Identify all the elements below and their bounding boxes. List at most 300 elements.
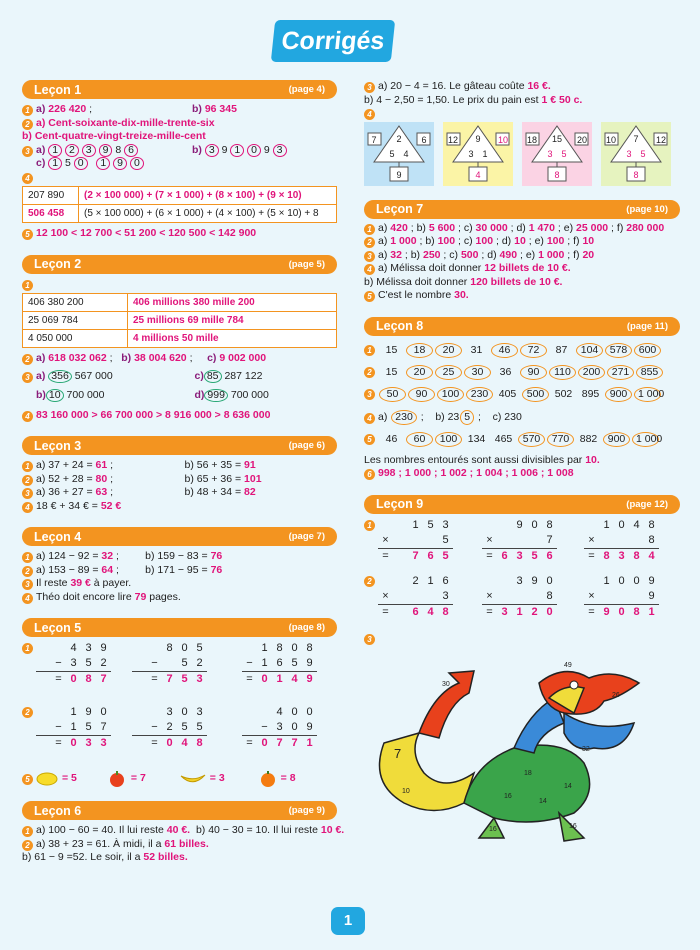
digit-cell	[393, 574, 408, 589]
multiplication-operation	[378, 574, 453, 619]
answer-label: b)	[425, 235, 438, 247]
digit-cell	[51, 705, 66, 720]
digit-cell: 7	[272, 735, 287, 750]
digit-cell: −	[55, 721, 62, 733]
digit-cell	[512, 589, 527, 604]
triangle-number: 9	[475, 133, 481, 144]
number-item: 30	[464, 365, 491, 380]
answer-row	[22, 171, 337, 185]
answer-row: 3 a) 20 − 4 = 16. Le gâteau coûte 16 €.	[364, 80, 680, 94]
separator: ;	[440, 248, 450, 261]
number-badge: 4	[22, 593, 33, 604]
digit-cell	[614, 533, 629, 548]
number-row	[364, 362, 680, 384]
digit-cell: =	[584, 604, 599, 619]
number-item: 46	[491, 343, 518, 358]
answer-row	[22, 278, 337, 292]
right-column	[364, 80, 680, 659]
digit-cell: 0	[546, 574, 553, 587]
number-item: 895	[581, 387, 600, 400]
digit-cell: 6	[423, 548, 438, 563]
answer-value: 10	[582, 235, 595, 247]
digit-cell: 8	[629, 548, 644, 563]
answer-row: 3 a) 36 + 27 = 63 ; b) 48 + 34 = 82	[22, 486, 337, 500]
digit-cell: 8	[546, 589, 553, 602]
digit-cell	[497, 589, 512, 604]
lesson-6-continued	[364, 80, 680, 186]
triangle-number: 4	[475, 169, 481, 180]
number-badge: 1	[22, 105, 33, 116]
digit-cell: 1	[603, 574, 610, 587]
answer-value: 30 000	[475, 221, 508, 234]
number-item: 104	[576, 343, 603, 358]
digit-cell	[36, 671, 51, 686]
digit-cell: 0	[66, 735, 81, 750]
digit-cell	[257, 705, 272, 720]
triangle-puzzle	[364, 122, 434, 186]
triangle-number: 4	[403, 148, 409, 159]
digit-cell: 8	[81, 671, 96, 686]
digit-cell: 3	[81, 735, 96, 750]
svg-text:18: 18	[524, 770, 532, 777]
digit-cell: 5	[291, 657, 298, 669]
number-item: 18	[406, 343, 433, 358]
digit-cell: 8	[192, 735, 207, 750]
digit-cell	[408, 589, 423, 604]
digit-cell: 5	[442, 533, 449, 546]
number-badge: 4	[364, 413, 375, 424]
answer-label: d)	[487, 248, 500, 261]
digit-cell	[584, 574, 599, 589]
separator: ;	[517, 248, 526, 261]
number-badge: 2	[22, 566, 33, 577]
answer-label: c)	[449, 248, 461, 261]
answer-row: 1 a) 124 − 92 = 32 ; b) 159 − 83 = 76	[22, 550, 337, 564]
digit-cell	[132, 735, 147, 750]
triangle-number: 10	[605, 134, 617, 145]
digit-cell: 8	[648, 518, 655, 531]
digit-cell: 5	[181, 721, 188, 733]
answer-row: 5 C'est le nombre 30.	[364, 289, 680, 303]
number-item: 578	[605, 343, 632, 358]
number-badge: 5	[22, 774, 33, 785]
answer-row: c) 1 5 0 1 9 0	[22, 157, 337, 171]
number-item: 465	[494, 432, 513, 445]
number-badge: 5	[22, 229, 33, 240]
digit-cell: 9	[648, 574, 655, 587]
number-badge: 2	[364, 237, 375, 248]
digit-cell: 0	[181, 642, 188, 654]
digit-cell: 4	[177, 735, 192, 750]
separator: ;	[608, 221, 617, 234]
separator: ;	[493, 235, 502, 247]
digit-cell: ×	[382, 589, 389, 602]
digit-cell: 9	[599, 604, 614, 619]
svg-text:16: 16	[504, 793, 512, 800]
orange-icon	[259, 771, 277, 787]
digit-cell	[497, 533, 512, 548]
number-item: 72	[520, 343, 547, 358]
number-badge: 3	[364, 82, 375, 93]
decomposition-table	[22, 186, 337, 223]
digit-cell	[36, 735, 51, 750]
number-item: 770	[547, 432, 574, 447]
number-item: 900	[605, 387, 632, 402]
digit-cell: 7	[96, 671, 111, 686]
apple-icon	[107, 771, 127, 787]
answer-row: 4 a) 230 ; b) 23 5 ; c) 230	[364, 410, 680, 425]
digit-cell: =	[147, 735, 162, 750]
number-badge: 2	[22, 119, 33, 130]
digit-cell	[162, 656, 177, 671]
lesson-3	[22, 436, 337, 513]
digit-cell	[242, 720, 257, 735]
separator: ;	[564, 235, 574, 247]
answer-row: 1 a) 226 420 ; b) 96 345	[22, 103, 337, 117]
number-badge: 1	[22, 643, 33, 654]
number-badge: 2	[22, 707, 33, 718]
triangle-puzzle	[601, 122, 671, 186]
number-item: 502	[554, 387, 573, 400]
digit-cell: ×	[486, 589, 493, 602]
digit-cell	[408, 533, 423, 548]
digit-cell: 3	[516, 574, 523, 587]
lesson-header: Leçon 7 (page 10)	[364, 200, 680, 219]
number-badge: 4	[364, 109, 375, 120]
digit-cell: 0	[257, 735, 272, 750]
digit-cell	[51, 641, 66, 656]
answer-value: 1 000	[538, 248, 565, 261]
digit-cell: 9	[100, 642, 107, 654]
left-column	[22, 80, 345, 879]
triangle-number: 8	[633, 169, 639, 180]
digit-cell: 5	[527, 548, 542, 563]
digit-cell: 3	[614, 548, 629, 563]
number-badge: 1	[22, 280, 33, 291]
digit-cell: 9	[531, 574, 538, 587]
digit-cell: 3	[442, 589, 449, 602]
page-number: 1	[331, 907, 365, 935]
digit-cell	[393, 604, 408, 619]
digit-cell: 9	[648, 589, 655, 602]
svg-text:32: 32	[582, 746, 590, 753]
digit-cell: 4	[644, 548, 659, 563]
digit-cell	[482, 574, 497, 589]
table-row: 4 050 000 4 millions 50 mille	[23, 330, 337, 348]
triangle-number: 10	[497, 134, 509, 145]
number-item: 90	[408, 387, 435, 402]
digit-cell: −	[151, 721, 158, 733]
number-badge: 1	[364, 224, 375, 235]
svg-text:49: 49	[564, 662, 572, 669]
answer-row	[364, 235, 680, 249]
digit-cell	[599, 533, 614, 548]
multiplication-operation	[482, 518, 557, 563]
table-row: 25 069 784 25 millions 69 mille 784	[23, 312, 337, 330]
digit-cell: 1	[603, 518, 610, 531]
digit-cell: 8	[599, 548, 614, 563]
number-badge: 3	[22, 146, 33, 157]
digit-cell	[132, 641, 147, 656]
answer-value: 100	[475, 235, 494, 247]
number-item: 25	[435, 365, 462, 380]
digit-cell: ×	[588, 589, 595, 602]
lesson-header: Leçon 5 (page 8)	[22, 618, 337, 637]
lesson-7	[364, 200, 680, 303]
answer-row: 5 12 100 < 12 700 < 51 200 < 120 500 < 142 900	[22, 227, 337, 241]
digit-cell: 1	[272, 671, 287, 686]
answer-value: 100	[546, 235, 565, 247]
triangle-puzzle	[443, 122, 513, 186]
digit-cell: 4	[287, 671, 302, 686]
digit-cell	[423, 589, 438, 604]
digit-cell: −	[261, 721, 268, 733]
number-item: 50	[379, 387, 406, 402]
digit-cell: 3	[442, 518, 449, 531]
digit-cell	[242, 705, 257, 720]
digit-cell	[629, 589, 644, 604]
answer-row	[364, 107, 680, 121]
digit-cell: 0	[531, 518, 538, 531]
answer-label: b)	[416, 221, 429, 234]
digit-cell: 1	[70, 721, 77, 733]
answer-value: 1 470	[528, 221, 555, 234]
number-badge: 5	[364, 434, 375, 445]
digit-cell: 7	[287, 735, 302, 750]
separator: ;	[407, 221, 417, 234]
answer-row: 6 998 ; 1 000 ; 1 002 ; 1 004 ; 1 006 ; 1 008	[364, 467, 680, 481]
digit-cell	[378, 518, 393, 533]
number-badge: 1	[22, 461, 33, 472]
digit-cell: 7	[100, 721, 107, 733]
svg-text:26: 26	[612, 692, 620, 699]
banana-icon	[180, 772, 206, 786]
answer-label: e)	[534, 235, 547, 247]
digit-cell	[423, 533, 438, 548]
digit-cell: 0	[618, 574, 625, 587]
digit-cell: 5	[177, 671, 192, 686]
answer-value: 25 000	[576, 221, 609, 234]
digit-cell	[393, 548, 408, 563]
number-badge: 4	[22, 502, 33, 513]
answer-label: d)	[516, 221, 529, 234]
triangle-number: 5	[389, 148, 395, 159]
separator: ;	[478, 248, 488, 261]
number-item: 87	[555, 343, 568, 356]
digit-cell	[132, 671, 147, 686]
answer-label: a)	[378, 248, 391, 261]
number-item: 46	[385, 432, 398, 445]
triangle-number: 15	[551, 133, 563, 144]
digit-cell: 3	[166, 706, 173, 718]
number-badge: 3	[364, 389, 375, 400]
digit-cell: ×	[486, 533, 493, 546]
lesson-header: Leçon 8 (page 11)	[364, 317, 680, 336]
number-item: 570	[518, 432, 545, 447]
answer-row: b) Mélissa doit donner 120 billets de 10 €.	[364, 275, 563, 288]
separator: ;	[416, 235, 426, 247]
number-badge: 3	[22, 579, 33, 590]
triangle-number: 5	[561, 148, 567, 159]
answer-row: b) 10 700 000 d) 999 700 000	[36, 389, 269, 401]
separator: ;	[525, 235, 535, 247]
triangle-number: 12	[655, 134, 667, 145]
lesson-1	[22, 80, 337, 241]
triangle-number: 7	[371, 134, 377, 145]
digit-cell: 9	[85, 706, 92, 718]
answer-row: 2 a) Cent-soixante-dix-mille-trente-six	[22, 117, 337, 131]
page-title: Corrigés	[271, 20, 395, 62]
svg-text:14: 14	[564, 783, 572, 790]
digit-cell	[393, 589, 408, 604]
answer-label: b)	[410, 248, 423, 261]
digit-cell	[497, 518, 512, 533]
digit-cell: =	[584, 548, 599, 563]
number-item: 855	[636, 365, 663, 380]
digit-cell	[36, 656, 51, 671]
lesson-header: Leçon 3 (page 6)	[22, 436, 337, 455]
digit-cell: −	[55, 657, 62, 669]
answer-row: b) Cent-quatre-vingt-treize-mille-cent	[22, 130, 206, 142]
digit-cell	[242, 641, 257, 656]
triangle-number: 3	[547, 148, 553, 159]
multiplication-operation	[584, 518, 659, 563]
number-item: 31	[470, 343, 483, 356]
multiplication-operation	[378, 518, 453, 563]
answer-row: 3 a) 356 567 000 c) 85 287 122	[22, 370, 337, 384]
answer-label: c)	[463, 235, 476, 247]
subtraction-operation	[36, 641, 111, 686]
triangle-number: 18	[526, 134, 538, 145]
digit-cell	[497, 574, 512, 589]
dragon-illustration	[364, 653, 654, 843]
digit-cell: =	[51, 671, 66, 686]
digit-cell: 3	[512, 548, 527, 563]
answer-row: b) 4 − 2,50 = 1,50. Le prix du pain est 1 € 50 c.	[364, 93, 583, 106]
answer-row	[364, 222, 680, 236]
answer-label: a)	[378, 235, 391, 247]
number-badge: 2	[22, 354, 33, 365]
digit-cell	[147, 705, 162, 720]
number-item: 882	[579, 432, 598, 445]
answer-row: 2 a) 618 032 062 ; b) 38 004 620 ; c) 9 002 000	[22, 352, 337, 366]
digit-cell: 4	[633, 518, 640, 531]
digit-cell: 1	[261, 642, 268, 654]
number-badge: 4	[22, 173, 33, 184]
digit-cell: 1	[412, 518, 419, 531]
digit-cell: 8	[546, 518, 553, 531]
digit-cell: =	[482, 548, 497, 563]
triangle-number: 3	[626, 148, 632, 159]
digit-cell: 5	[196, 721, 203, 733]
number-item: 60	[406, 432, 433, 447]
answer-value: 490	[499, 248, 518, 261]
answer-value: 420	[390, 221, 408, 234]
number-item: 36	[499, 365, 512, 378]
triangle-number: 9	[396, 169, 402, 180]
digit-cell	[599, 589, 614, 604]
subtraction-operation	[242, 641, 317, 686]
digit-cell: ×	[588, 533, 595, 546]
answer-value: 1 000	[390, 235, 417, 247]
number-badge: 1	[364, 345, 375, 356]
number-badge: 2	[364, 576, 375, 587]
digit-cell: =	[242, 735, 257, 750]
digit-cell: 1	[261, 657, 268, 669]
digit-cell: 1	[302, 735, 317, 750]
number-item: 20	[406, 365, 433, 380]
lemon-icon	[36, 772, 58, 786]
number-badge: 3	[22, 372, 33, 383]
subtraction-grid	[22, 641, 337, 767]
digit-cell: 1	[70, 706, 77, 718]
triangle-number: 2	[396, 133, 402, 144]
digit-cell: 2	[412, 574, 419, 587]
answer-value: 5 600	[428, 221, 456, 234]
number-item: 1 000	[634, 387, 661, 402]
digit-cell: 0	[162, 735, 177, 750]
digit-cell: 2	[527, 604, 542, 619]
digit-cell: 8	[648, 533, 655, 546]
digit-cell: 3	[70, 657, 77, 669]
answer-row	[364, 249, 680, 263]
number-badge: 5	[364, 291, 375, 302]
number-words-table	[22, 293, 337, 348]
digit-cell: 0	[181, 706, 188, 718]
digit-cell: 8	[438, 604, 453, 619]
digit-cell: 0	[291, 706, 298, 718]
digit-cell	[393, 518, 408, 533]
svg-text:16: 16	[489, 826, 497, 833]
digit-cell: 6	[276, 657, 283, 669]
separator: ;	[564, 248, 574, 261]
digit-cell: 9	[302, 671, 317, 686]
separator: ;	[507, 221, 517, 234]
number-item: 230	[466, 387, 493, 402]
digit-cell: 6	[442, 574, 449, 587]
subtraction-operation	[132, 705, 207, 750]
digit-cell	[629, 533, 644, 548]
number-item: 100	[437, 387, 464, 402]
answer-row: 4 18 € + 34 € = 52 €	[22, 500, 337, 514]
answer-label: c)	[463, 221, 476, 234]
digit-cell: =	[378, 604, 393, 619]
digit-cell	[36, 705, 51, 720]
digit-cell	[36, 720, 51, 735]
answer-label: f)	[573, 248, 583, 261]
digit-cell	[527, 533, 542, 548]
number-item: 20	[435, 343, 462, 358]
digit-cell: =	[147, 671, 162, 686]
answer-value: 10	[514, 235, 526, 247]
digit-cell: 0	[618, 518, 625, 531]
digit-cell: 8	[306, 642, 313, 654]
lesson-header: Leçon 9 (page 12)	[364, 495, 680, 514]
lesson-6	[22, 801, 345, 865]
answer-row: 4 83 160 000 > 66 700 000 > 8 916 000 > 8 636 000	[22, 409, 337, 423]
multiplication-operation	[482, 574, 557, 619]
digit-cell: 5	[427, 518, 434, 531]
number-badge: 1	[364, 520, 375, 531]
digit-cell	[132, 720, 147, 735]
digit-cell	[147, 641, 162, 656]
triangle-number: 3	[468, 148, 474, 159]
svg-text:10: 10	[402, 788, 410, 795]
digit-cell	[614, 589, 629, 604]
separator: ;	[455, 235, 464, 247]
number-badge: 2	[364, 367, 375, 378]
answer-label: a)	[378, 221, 391, 234]
